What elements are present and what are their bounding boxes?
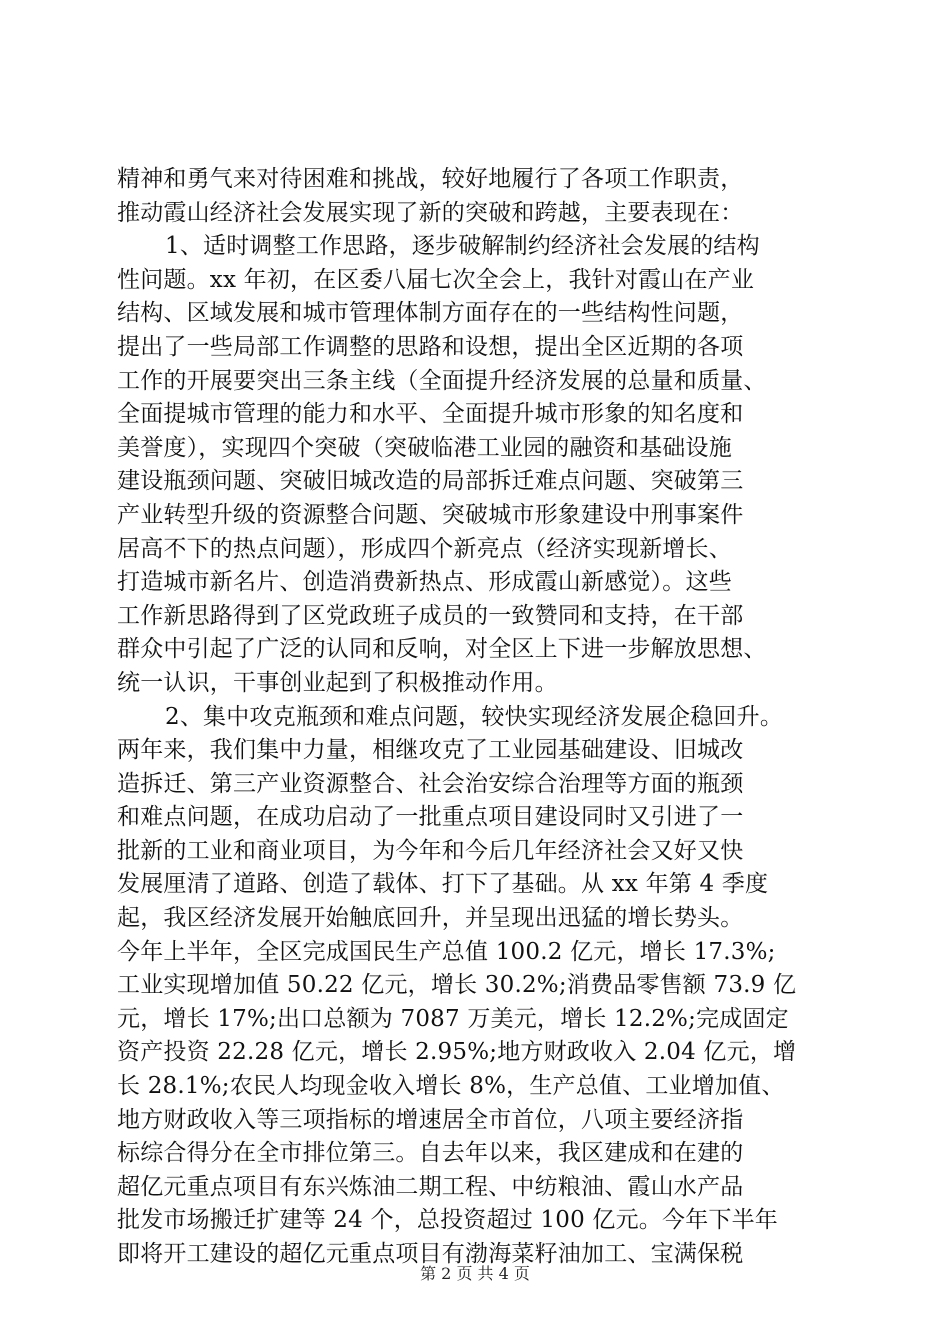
text-line: 资产投资 22.28 亿元，增长 2.95%;地方财政收入 2.04 亿元，增 <box>117 1039 797 1066</box>
text-line: 起，我区经济发展开始触底回升，并呈现出迅猛的增长势头。 <box>117 905 744 932</box>
text-line: 2、集中攻克瓶颈和难点问题，较快实现经济发展企稳回升。 <box>165 703 784 730</box>
text-line: 统一认识，干事创业起到了积极推动作用。 <box>117 669 558 696</box>
text-line: 元，增长 17%;出口总额为 7087 万美元，增长 12.2%;完成固定 <box>117 1005 789 1032</box>
text-line: 精神和勇气来对待困难和挑战，较好地履行了各项工作职责， <box>117 166 744 192</box>
text-line: 建设瓶颈问题、突破旧城改造的局部拆迁难点问题、突破第三 <box>117 468 744 495</box>
text-line: 全面提城市管理的能力和水平、全面提升城市形象的知名度和 <box>117 401 744 428</box>
text-line: 打造城市新名片、创造消费新热点、形成霞山新感觉）。这些 <box>117 569 732 596</box>
text-line: 1、适时调整工作思路，逐步破解制约经济社会发展的结构 <box>165 233 760 260</box>
text-line: 今年上半年，全区完成国民生产总值 100.2 亿元，增长 17.3%; <box>117 938 776 965</box>
text-line: 即将开工建设的超亿元重点项目有渤海菜籽油加工、宝满保税 <box>117 1241 744 1267</box>
page-footer <box>0 1264 950 1284</box>
text-line: 超亿元重点项目有东兴炼油二期工程、中纺粮油、霞山水产品 <box>117 1173 744 1200</box>
text-line: 结构、区域发展和城市管理体制方面存在的一些结构性问题， <box>117 300 744 327</box>
body-text <box>117 163 842 1272</box>
text-line: 造拆迁、第三产业资源整合、社会治安综合治理等方面的瓶颈 <box>117 770 744 797</box>
page-number: 第 2 页 共 4 页 <box>420 1264 530 1283</box>
text-line: 美誉度），实现四个突破（突破临港工业园的融资和基础设施 <box>117 434 732 461</box>
text-line: 和难点问题，在成功启动了一批重点项目建设同时又引进了一 <box>117 804 744 831</box>
text-line: 标综合得分在全市排位第三。自去年以来，我区建成和在建的 <box>117 1140 744 1167</box>
text-line: 性问题。xx 年初，在区委八届七次全会上，我针对霞山在产业 <box>117 266 755 293</box>
text-line: 发展厘清了道路、创造了载体、打下了基础。从 xx 年第 4 季度 <box>117 871 769 898</box>
text-line: 批新的工业和商业项目，为今年和今后几年经济社会又好又快 <box>117 837 744 864</box>
text-line: 产业转型升级的资源整合问题、突破城市形象建设中刑事案件 <box>117 501 744 528</box>
text-line: 推动霞山经济社会发展实现了新的突破和跨越，主要表现在： <box>117 199 744 226</box>
text-line: 群众中引起了广泛的认同和反响，对全区上下进一步解放思想、 <box>117 636 767 663</box>
text-line: 两年来，我们集中力量，相继攻克了工业园基础建设、旧城改 <box>117 737 744 764</box>
text-line: 长 28.1%;农民人均现金收入增长 8%，生产总值、工业增加值、 <box>117 1073 785 1100</box>
text-line: 批发市场搬迁扩建等 24 个，总投资超过 100 亿元。今年下半年 <box>117 1207 779 1234</box>
text-line: 提出了一些局部工作调整的思路和设想，提出全区近期的各项 <box>117 333 744 360</box>
text-line: 工作新思路得到了区党政班子成员的一致赞同和支持，在干部 <box>117 602 744 629</box>
text-line: 工业实现增加值 50.22 亿元，增长 30.2%;消费品零售额 73.9 亿 <box>117 972 797 999</box>
text-line: 居高不下的热点问题），形成四个新亮点（经济实现新增长、 <box>117 535 732 562</box>
text-line: 工作的开展要突出三条主线（全面提升经济发展的总量和质量、 <box>117 367 767 394</box>
text-line: 地方财政收入等三项指标的增速居全市首位，八项主要经济指 <box>117 1106 744 1133</box>
